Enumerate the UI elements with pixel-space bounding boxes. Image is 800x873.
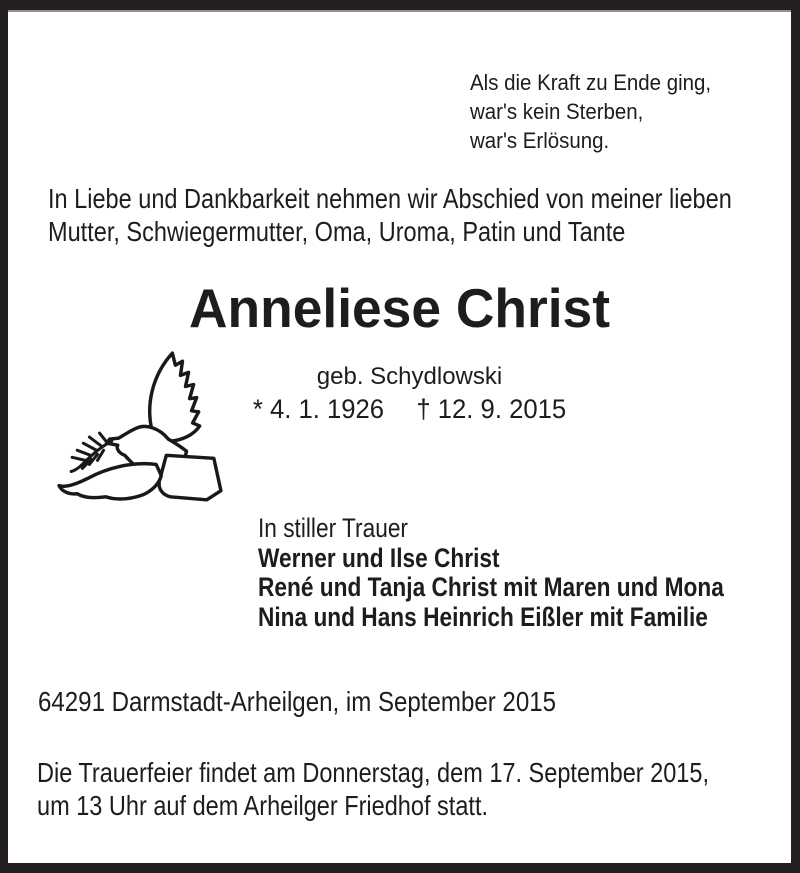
epigraph-line: Als die Kraft zu Ende ging, [470,70,712,95]
mourners-block [258,514,724,632]
farewell-intro [48,182,732,248]
epigraph-line: war's Erlösung. [470,128,610,153]
mourner-line: Nina und Hans Heinrich Eißler mit Familie [258,601,708,632]
death-date: † 12. 9. 2015 [416,394,567,424]
mourner-line: René und Tanja Christ mit Maren und Mona [258,572,724,602]
farewell-intro-line: Mutter, Schwiegermutter, Oma, Uroma, Patin und Tante [48,216,626,247]
birth-date: * 4. 1. 1926 [252,394,385,424]
funeral-info [37,756,709,822]
deceased-name: Anneliese Christ [188,277,610,339]
epigraph-line: war's kein Sterben, [470,99,644,124]
place-and-date-line: 64291 Darmstadt-Arheilgen, im September 2015 [38,686,557,717]
funeral-info-line: Die Trauerfeier findet am Donnerstag, dem 17. September 2015, [37,757,709,788]
maiden-name: geb. Schydlowski [316,363,503,390]
dove-with-olive-branch-icon [55,346,227,512]
funeral-info-line: um 13 Uhr auf dem Arheilger Friedhof statt. [37,790,489,821]
mourner-line: Werner und Ilse Christ [258,542,500,573]
epigraph [470,68,711,155]
mourning-intro: In stiller Trauer [258,513,408,543]
farewell-intro-line: In Liebe und Dankbarkeit nehmen wir Abschied von meiner lieben [48,183,732,214]
frame-inner-gray-line [8,10,791,12]
